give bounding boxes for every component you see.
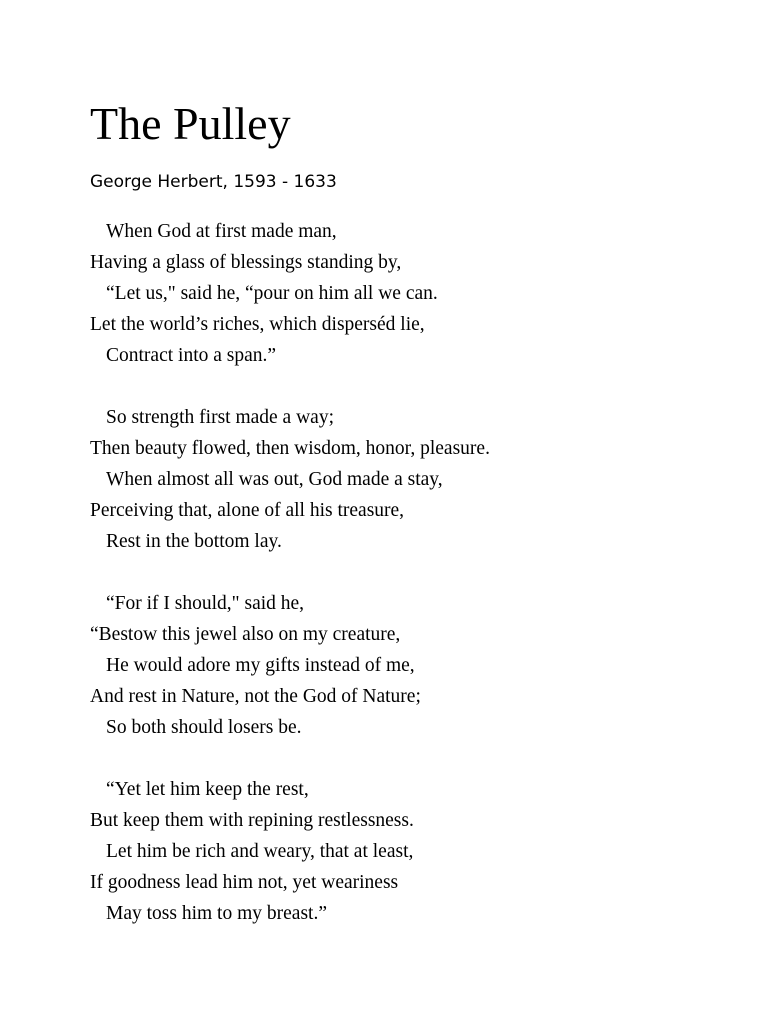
poem-author: George Herbert, 1593 - 1633: [90, 172, 337, 192]
poem-line: When God at first made man,: [106, 221, 337, 242]
poem-line: If goodness lead him not, yet weariness: [90, 872, 399, 893]
poem-line: “Let us," said he, “pour on him all we can.: [106, 283, 438, 304]
poem-line: He would adore my gifts instead of me,: [106, 655, 415, 676]
poem-line: But keep them with repining restlessness.: [90, 810, 414, 831]
poem-line: So strength first made a way;: [106, 407, 334, 428]
poem-line: When almost all was out, God made a stay,: [106, 469, 443, 490]
poem-title: The Pulley: [90, 98, 291, 149]
poem-line: “Yet let him keep the rest,: [106, 779, 309, 800]
stanza-3: [90, 588, 730, 743]
poem-line: Perceiving that, alone of all his treasure,: [90, 500, 405, 521]
poem-body: [90, 216, 730, 960]
stanza-2: [90, 402, 730, 557]
poem-line: So both should losers be.: [106, 717, 302, 738]
poem-line: Then beauty flowed, then wisdom, honor, pleasure.: [90, 438, 490, 459]
stanza-1: [90, 216, 730, 371]
poem-line: Rest in the bottom lay.: [106, 531, 282, 552]
poem-line: May toss him to my breast.”: [106, 903, 327, 924]
poem-line: Let the world’s riches, which disperséd lie,: [90, 314, 425, 335]
poem-line: “Bestow this jewel also on my creature,: [90, 624, 401, 645]
poem-line: Let him be rich and weary, that at least,: [106, 841, 414, 862]
poem-line: Having a glass of blessings standing by,: [90, 252, 402, 273]
poem-line: Contract into a span.”: [106, 345, 277, 366]
poem-line: And rest in Nature, not the God of Nature;: [90, 686, 421, 707]
stanza-4: [90, 774, 730, 929]
poem-line: “For if I should," said he,: [106, 593, 305, 614]
